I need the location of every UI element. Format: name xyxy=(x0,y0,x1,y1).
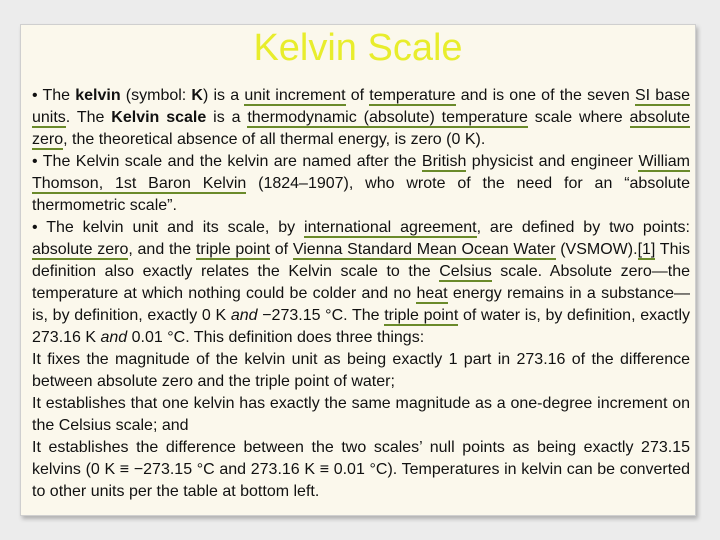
slide-body xyxy=(32,85,690,503)
text: The kelvin unit and its scale, by xyxy=(46,219,305,236)
slide xyxy=(20,24,696,516)
text: , the theoretical absence of all thermal energy, is zero (0 K). xyxy=(63,131,486,148)
paragraph-kelvin-naming xyxy=(32,151,690,217)
link-reference-1[interactable]: [1] xyxy=(637,241,656,258)
paragraph-kelvin-agreement xyxy=(32,217,690,349)
link-celsius[interactable]: Celsius xyxy=(439,263,492,280)
link-triple-point-2[interactable]: triple point xyxy=(384,307,459,324)
text: scale. Absolute zero—the temperature at which nothing could be colder and no xyxy=(32,263,691,302)
text: (symbol: xyxy=(120,87,192,104)
text: , and the xyxy=(128,241,196,258)
text: The xyxy=(42,87,76,104)
link-temperature[interactable]: temperature xyxy=(369,87,456,104)
link-heat[interactable]: heat xyxy=(416,285,448,302)
text: of xyxy=(270,241,293,258)
text: of xyxy=(345,87,370,104)
text: This definition also exactly relates the Kelvin scale to the xyxy=(32,241,691,280)
bold-kelvin-scale: Kelvin scale xyxy=(111,109,207,126)
slide-title: Kelvin Scale xyxy=(253,27,463,69)
text: −273.15 °C. The xyxy=(257,307,385,324)
link-william-thomson[interactable]: William Thomson, 1st Baron Kelvin xyxy=(32,153,690,192)
link-triple-point[interactable]: triple point xyxy=(195,241,271,258)
bold-kelvin: kelvin xyxy=(75,87,121,104)
link-british[interactable]: British xyxy=(421,153,467,170)
bullet: • xyxy=(32,87,43,104)
text: of water is, by definition, exactly 273.16 K xyxy=(32,307,691,346)
text: (VSMOW). xyxy=(555,241,638,258)
link-international-agreement[interactable]: international agreement xyxy=(304,219,477,236)
bullet: • xyxy=(32,153,43,170)
link-si-base-units[interactable]: SI base units xyxy=(32,87,690,126)
paragraph-null-points: It establishes the difference between the two scales’ null points as being exactly 273.15 kelvins (0 K ≡ −273.15 °C and 273.16 K ≡ 0.01 °C). Temperatures in kelvin can be converted to other units per the table at bottom left. xyxy=(32,439,690,500)
link-absolute-zero[interactable]: absolute zero xyxy=(32,109,691,148)
text: energy remains in a substance—is, by definition, exactly 0 K xyxy=(32,285,690,324)
bold-symbol-k: K xyxy=(191,87,203,104)
text: and is one of the seven xyxy=(455,87,635,104)
paragraph-kelvin-definition xyxy=(32,85,690,151)
paragraph-one-degree-increment: It establishes that one kelvin has exactly the same magnitude as a one-degree increment on the Celsius scale; and xyxy=(32,395,690,434)
link-unit-increment[interactable]: unit increment xyxy=(244,87,346,104)
bullet: • xyxy=(32,219,47,236)
text: scale where xyxy=(527,109,630,126)
text: . The xyxy=(65,109,112,126)
italic-and: and xyxy=(230,307,258,324)
link-absolute-zero-2[interactable]: absolute zero xyxy=(32,241,129,258)
text: The Kelvin scale and the kelvin are named after the xyxy=(42,153,422,170)
text: ) is a xyxy=(202,87,245,104)
text: is a xyxy=(206,109,248,126)
text: (1824–1907), who wrote of the need for an “absolute thermometric scale”. xyxy=(32,175,691,214)
text: 0.01 °C. This definition does three things: xyxy=(127,329,425,346)
text: , are defined by two points: xyxy=(476,219,691,236)
link-vsmow[interactable]: Vienna Standard Mean Ocean Water xyxy=(292,241,556,258)
text: physicist and engineer xyxy=(466,153,639,170)
paragraph-fixes-magnitude: It fixes the magnitude of the kelvin unit as being exactly 1 part in 273.16 of the difference between absolute zero and the triple point of water; xyxy=(32,351,690,390)
link-thermodynamic-temperature[interactable]: thermodynamic (absolute) temperature xyxy=(247,109,528,126)
italic-and: and xyxy=(100,329,128,346)
